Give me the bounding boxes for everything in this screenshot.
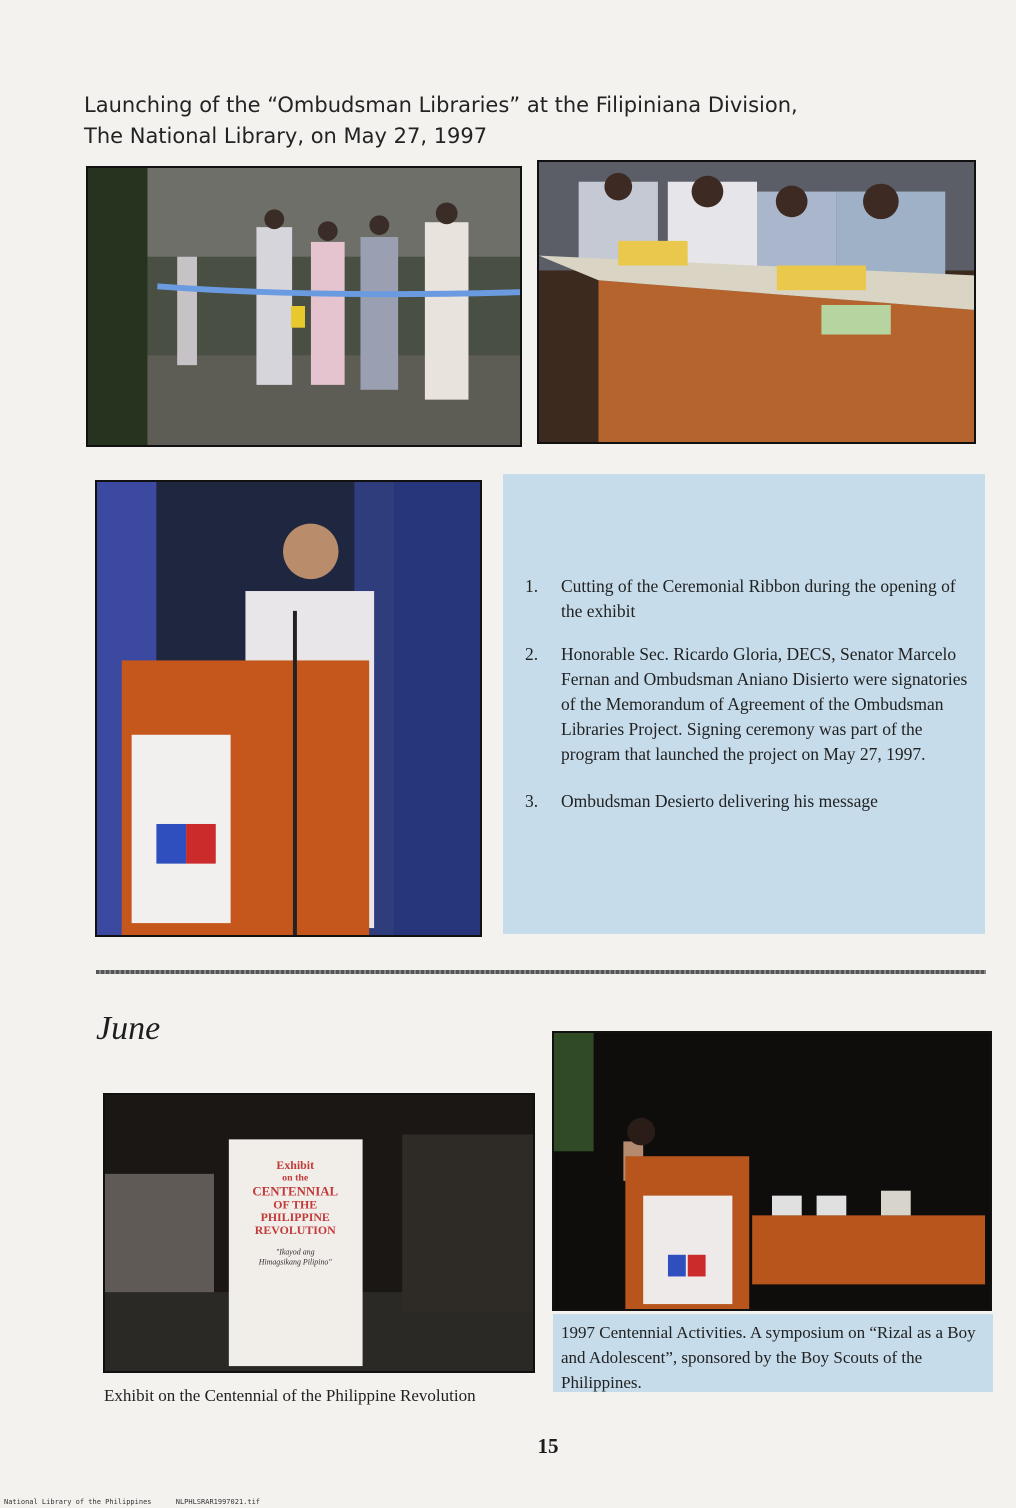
photo-ribbon-cutting <box>86 166 522 447</box>
caption-box <box>503 474 985 934</box>
symposium-caption: 1997 Centennial Activities. A symposium on “Rizal as a Boy and Adolescent”, sponsored by the Boy Scouts of the Philippines. <box>553 1314 993 1392</box>
page-title <box>84 90 904 152</box>
exhibit-sign-line3: CENTENNIAL <box>252 1184 339 1199</box>
scan-footer <box>4 1498 280 1506</box>
footer-source: National Library of the Philippines <box>4 1498 152 1506</box>
title-line-2: The National Library, on May 27, 1997 <box>84 124 488 148</box>
caption-item <box>525 642 975 767</box>
photo-exhibit <box>103 1093 535 1373</box>
month-heading: June <box>96 1010 161 1047</box>
ribbon-cutting-image <box>88 168 520 445</box>
title-line-1: Launching of the “Ombudsman Libraries” at the Filipiniana Division, <box>84 93 798 117</box>
section-divider <box>96 970 986 974</box>
caption-number: 2. <box>525 644 539 664</box>
caption-item <box>525 789 975 814</box>
caption-list <box>525 574 975 832</box>
exhibit-caption: Exhibit on the Centennial of the Philippine Revolution <box>104 1386 476 1405</box>
exhibit-sign-line5: PHILIPPINE <box>260 1210 330 1225</box>
exhibit-sign-line2: on the <box>282 1172 309 1184</box>
photo-signing <box>537 160 976 444</box>
symposium-image <box>554 1033 990 1309</box>
exhibit-image <box>105 1095 533 1371</box>
exhibit-sign-line7: "Ikayod ang <box>275 1247 315 1257</box>
caption-item <box>525 574 975 624</box>
signing-image <box>539 162 974 442</box>
caption-number: 1. <box>525 576 539 596</box>
exhibit-sign-line6: REVOLUTION <box>254 1223 336 1237</box>
caption-text: Cutting of the Ceremonial Ribbon during the opening of the exhibit <box>561 576 956 621</box>
caption-text: Ombudsman Desierto delivering his message <box>561 791 878 811</box>
exhibit-sign-line1: Exhibit <box>276 1157 315 1172</box>
exhibit-sign-line8: Himagsikang Pilipino" <box>258 1257 332 1267</box>
page-number: 15 <box>537 1434 559 1458</box>
exhibit-sign-line4: OF THE <box>273 1197 318 1212</box>
caption-text: Honorable Sec. Ricardo Gloria, DECS, Senator Marcelo Fernan and Ombudsman Aniano Disierto were signatories of the Memorandum of Agreement of the Ombudsman Libraries Project. Signing ceremony was part of the program that launched the project on May 27, 1997. <box>561 644 968 764</box>
speaker-image <box>97 482 480 935</box>
caption-number: 3. <box>525 791 539 811</box>
footer-file: NLPHLSRAR1997021.tif <box>175 1498 261 1506</box>
photo-symposium <box>552 1031 992 1311</box>
photo-speaker <box>95 480 482 937</box>
